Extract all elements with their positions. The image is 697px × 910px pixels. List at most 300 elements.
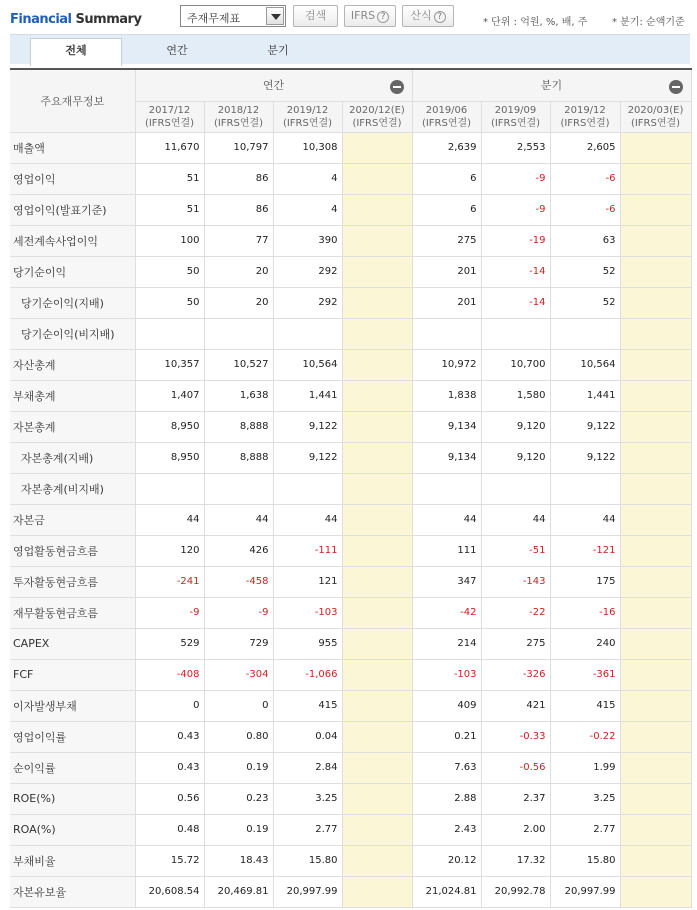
table-cell: 201 (412, 256, 481, 287)
table-row (10, 411, 691, 442)
table-cell: -1,066 (273, 659, 342, 690)
table-cell: 2.43 (412, 814, 481, 845)
table-cell: 4 (273, 194, 342, 225)
table-cell: 2.37 (481, 783, 550, 814)
table-cell: 0.43 (135, 752, 204, 783)
row-header-label: 주요재무정보 (10, 69, 135, 132)
table-cell: 2,553 (481, 132, 550, 163)
table-cell: 86 (204, 194, 273, 225)
row-label: 당기순이익(비지배) (10, 318, 135, 349)
table-cell (342, 876, 412, 907)
table-cell (620, 876, 691, 907)
table-row (10, 597, 691, 628)
period-date: 2019/06 (425, 104, 468, 116)
table-cell: 9,122 (273, 411, 342, 442)
table-cell: 426 (204, 535, 273, 566)
table-cell: 0.43 (135, 721, 204, 752)
table-cell: 51 (135, 194, 204, 225)
table-cell (342, 659, 412, 690)
table-row (10, 845, 691, 876)
table-cell: -9 (481, 194, 550, 225)
row-label[interactable]: FCF (10, 659, 135, 690)
table-cell (550, 318, 620, 349)
formula-label: 산식 (410, 9, 432, 22)
table-cell (620, 597, 691, 628)
period-basis: (IFRS연결) (352, 117, 402, 129)
table-cell: 120 (135, 535, 204, 566)
table-cell: 529 (135, 628, 204, 659)
table-row (10, 473, 691, 504)
table-cell: 10,797 (204, 132, 273, 163)
collapse-annual-icon[interactable] (390, 80, 404, 94)
table-row (10, 349, 691, 380)
table-cell: 8,950 (135, 442, 204, 473)
table-cell: 111 (412, 535, 481, 566)
table-cell (342, 349, 412, 380)
table-cell: -16 (550, 597, 620, 628)
table-row (10, 814, 691, 845)
table-cell (550, 473, 620, 504)
page-title (10, 12, 141, 27)
table-cell (342, 814, 412, 845)
table-cell: 10,700 (481, 349, 550, 380)
table-cell (342, 225, 412, 256)
table-cell: 2.84 (273, 752, 342, 783)
table-cell: -51 (481, 535, 550, 566)
table-cell: 20 (204, 256, 273, 287)
collapse-quarter-icon[interactable] (669, 80, 683, 94)
table-row (10, 318, 691, 349)
table-cell: -22 (481, 597, 550, 628)
table-cell (342, 473, 412, 504)
table-cell: 86 (204, 163, 273, 194)
financial-summary-table (10, 68, 692, 908)
table-cell: 201 (412, 287, 481, 318)
table-row (10, 132, 691, 163)
table-cell: 15.80 (550, 845, 620, 876)
table-cell (620, 473, 691, 504)
table-row (10, 783, 691, 814)
table-cell (342, 163, 412, 194)
table-cell (481, 318, 550, 349)
table-cell: 729 (204, 628, 273, 659)
period-date: 2018/12 (217, 104, 260, 116)
table-cell: -408 (135, 659, 204, 690)
table-cell: 2.88 (412, 783, 481, 814)
table-cell (342, 442, 412, 473)
table-cell: 9,122 (550, 442, 620, 473)
period-basis: (IFRS연결) (630, 117, 681, 129)
table-cell: 8,888 (204, 411, 273, 442)
table-cell (342, 194, 412, 225)
table-cell: 10,564 (550, 349, 620, 380)
period-header (273, 101, 342, 132)
table-cell (342, 566, 412, 597)
table-cell: 6 (412, 163, 481, 194)
table-cell: -103 (273, 597, 342, 628)
table-cell: 0.04 (273, 721, 342, 752)
table-cell: 9,120 (481, 442, 550, 473)
table-cell: -111 (273, 535, 342, 566)
table-cell: 409 (412, 690, 481, 721)
period-basis: (IFRS연결) (490, 117, 541, 129)
quarter-basis-note: * 분기: 순액기준 (612, 17, 685, 28)
table-cell: -9 (481, 163, 550, 194)
period-date: 2019/09 (494, 104, 537, 116)
table-cell: 77 (204, 225, 273, 256)
table-cell: -0.33 (481, 721, 550, 752)
period-date: 2017/12 (148, 104, 191, 116)
table-cell (620, 318, 691, 349)
search-button[interactable]: 검색 (293, 5, 338, 27)
table-cell: 10,357 (135, 349, 204, 380)
table-cell: 240 (550, 628, 620, 659)
row-label[interactable]: 부채총계 (10, 380, 135, 411)
table-cell: 15.80 (273, 845, 342, 876)
row-label[interactable]: 이자발생부채 (10, 690, 135, 721)
header-bar (0, 0, 697, 34)
table-cell: 955 (273, 628, 342, 659)
period-basis: (IFRS연결) (421, 117, 472, 129)
table-cell (620, 132, 691, 163)
table-cell: 9,134 (412, 442, 481, 473)
ifrs-help-button[interactable] (344, 5, 396, 27)
table-row (10, 287, 691, 318)
row-label[interactable]: 영업활동현금흐름 (10, 535, 135, 566)
period-header (620, 101, 691, 132)
table-cell: 52 (550, 256, 620, 287)
table-row (10, 442, 691, 473)
row-label[interactable]: 영업이익 (10, 163, 135, 194)
table-cell: 421 (481, 690, 550, 721)
table-cell (342, 287, 412, 318)
chevron-down-icon[interactable] (266, 7, 284, 25)
row-label[interactable]: ROA(%) (10, 814, 135, 845)
table-cell: -361 (550, 659, 620, 690)
table-cell: 347 (412, 566, 481, 597)
table-cell: 44 (204, 504, 273, 535)
table-cell: 7.63 (412, 752, 481, 783)
row-label[interactable]: CAPEX (10, 628, 135, 659)
table-cell: -19 (481, 225, 550, 256)
table-cell: 9,122 (273, 442, 342, 473)
period-basis: (IFRS연결) (560, 117, 610, 129)
table-row (10, 256, 691, 287)
table-cell: 17.32 (481, 845, 550, 876)
table-cell (412, 473, 481, 504)
table-cell: -241 (135, 566, 204, 597)
row-label[interactable]: ROE(%) (10, 783, 135, 814)
table-cell (620, 380, 691, 411)
table-row (10, 659, 691, 690)
tab-annual[interactable]: 연간 (166, 44, 188, 57)
table-cell (342, 256, 412, 287)
table-cell: 20.12 (412, 845, 481, 876)
table-cell: 10,527 (204, 349, 273, 380)
table-cell: 390 (273, 225, 342, 256)
table-cell (620, 163, 691, 194)
period-header (481, 101, 550, 132)
table-cell: 1,838 (412, 380, 481, 411)
title-summary: Summary (75, 12, 142, 27)
table-cell: 2.77 (273, 814, 342, 845)
unit-note: * 단위 : 억원, %, 배, 주 (483, 17, 588, 28)
table-cell: 50 (135, 256, 204, 287)
table-cell: 0.19 (204, 752, 273, 783)
table-cell (342, 752, 412, 783)
table-cell (620, 411, 691, 442)
table-cell: -458 (204, 566, 273, 597)
tab-quarter[interactable]: 분기 (267, 44, 289, 57)
table-cell (342, 690, 412, 721)
table-cell (620, 349, 691, 380)
table-cell (135, 473, 204, 504)
table-cell: -326 (481, 659, 550, 690)
table-cell: -9 (135, 597, 204, 628)
table-cell (342, 721, 412, 752)
period-date: 2020/12(E) (349, 104, 405, 116)
table-cell: 1,580 (481, 380, 550, 411)
annual-group-label: 연간 (262, 79, 285, 93)
table-cell (273, 318, 342, 349)
row-label[interactable]: 자본유보율 (10, 876, 135, 907)
table-cell: -9 (204, 597, 273, 628)
table-row (10, 566, 691, 597)
table-row (10, 535, 691, 566)
quarter-group-header (412, 69, 691, 101)
table-row (10, 163, 691, 194)
table-cell (620, 535, 691, 566)
table-cell: 0.19 (204, 814, 273, 845)
table-cell (620, 783, 691, 814)
table-cell: 275 (412, 225, 481, 256)
row-label: 자본총계(지배) (10, 442, 135, 473)
period-basis: (IFRS연결) (213, 117, 264, 129)
table-cell: 1,407 (135, 380, 204, 411)
table-cell: 2,639 (412, 132, 481, 163)
statement-select-value: 주재무제표 (187, 12, 241, 25)
ifrs-label: IFRS (350, 9, 376, 22)
row-label[interactable]: 순이익률 (10, 752, 135, 783)
table-cell: 415 (273, 690, 342, 721)
table-cell: 44 (273, 504, 342, 535)
table-cell (620, 442, 691, 473)
table-cell (620, 287, 691, 318)
table-cell (342, 132, 412, 163)
row-label[interactable]: 세전계속사업이익 (10, 225, 135, 256)
table-cell: 3.25 (550, 783, 620, 814)
table-cell: 10,308 (273, 132, 342, 163)
table-cell (481, 473, 550, 504)
table-cell: 2.77 (550, 814, 620, 845)
period-header (550, 101, 620, 132)
row-label[interactable]: 자본금 (10, 504, 135, 535)
table-cell: -14 (481, 256, 550, 287)
row-label[interactable]: 당기순이익 (10, 256, 135, 287)
table-cell: 0 (204, 690, 273, 721)
row-label[interactable]: 재무활동현금흐름 (10, 597, 135, 628)
quarter-group-label: 분기 (540, 79, 563, 93)
row-label[interactable]: 자산총계 (10, 349, 135, 380)
table-cell: 121 (273, 566, 342, 597)
table-cell: 20,469.81 (204, 876, 273, 907)
table-cell (620, 845, 691, 876)
table-cell (342, 597, 412, 628)
table-cell: 0.56 (135, 783, 204, 814)
table-cell: 292 (273, 287, 342, 318)
table-cell: 10,564 (273, 349, 342, 380)
table-cell: 9,122 (550, 411, 620, 442)
period-basis: (IFRS연결) (282, 117, 333, 129)
table-cell: 2.00 (481, 814, 550, 845)
table-row (10, 721, 691, 752)
period-date: 2019/12 (286, 104, 329, 116)
row-label[interactable]: 자본총계 (10, 411, 135, 442)
table-body (10, 132, 691, 907)
table-cell: -304 (204, 659, 273, 690)
table-cell (620, 256, 691, 287)
table-cell: 18.43 (204, 845, 273, 876)
table-cell: 0.21 (412, 721, 481, 752)
table-cell: 44 (135, 504, 204, 535)
row-label[interactable]: 부채비율 (10, 845, 135, 876)
table-cell (342, 628, 412, 659)
table-cell: 9,134 (412, 411, 481, 442)
table-cell: -143 (481, 566, 550, 597)
table-cell: 415 (550, 690, 620, 721)
table-cell: 292 (273, 256, 342, 287)
table-cell: 8,888 (204, 442, 273, 473)
table-cell: -6 (550, 194, 620, 225)
table-cell (342, 380, 412, 411)
table-cell: 0 (135, 690, 204, 721)
table-cell: 2,605 (550, 132, 620, 163)
title-financial: Financial (10, 12, 72, 27)
period-header (204, 101, 273, 132)
table-cell (620, 690, 691, 721)
table-cell (620, 504, 691, 535)
table-cell (342, 845, 412, 876)
help-icon: ? (434, 11, 446, 23)
table-cell: 20,992.78 (481, 876, 550, 907)
table-cell: -0.22 (550, 721, 620, 752)
table-row (10, 504, 691, 535)
table-cell: 20,997.99 (273, 876, 342, 907)
table-cell: 0.48 (135, 814, 204, 845)
row-label[interactable]: 매출액 (10, 132, 135, 163)
table-cell: 44 (481, 504, 550, 535)
table-cell: 0.80 (204, 721, 273, 752)
row-label[interactable]: 영업이익률 (10, 721, 135, 752)
table-cell: 51 (135, 163, 204, 194)
table-cell: -0.56 (481, 752, 550, 783)
table-cell: 63 (550, 225, 620, 256)
table-row (10, 225, 691, 256)
table-cell: 15.72 (135, 845, 204, 876)
table-cell: 275 (481, 628, 550, 659)
table-row (10, 628, 691, 659)
table-cell: 1,638 (204, 380, 273, 411)
table-cell (135, 318, 204, 349)
table-cell (620, 194, 691, 225)
table-cell (342, 535, 412, 566)
row-label: 자본총계(비지배) (10, 473, 135, 504)
table-cell (620, 814, 691, 845)
table-cell (620, 659, 691, 690)
formula-help-button[interactable] (402, 5, 454, 27)
table-cell: 21,024.81 (412, 876, 481, 907)
table-cell: 50 (135, 287, 204, 318)
table-cell: 1.99 (550, 752, 620, 783)
tab-all[interactable]: 전체 (30, 38, 122, 66)
table-cell (204, 318, 273, 349)
table-cell: -121 (550, 535, 620, 566)
row-label: 당기순이익(지배) (10, 287, 135, 318)
table-row (10, 752, 691, 783)
table-cell (620, 752, 691, 783)
table-cell: 100 (135, 225, 204, 256)
table-cell: -42 (412, 597, 481, 628)
table-cell: 44 (550, 504, 620, 535)
table-cell (273, 473, 342, 504)
table-cell: 20,608.54 (135, 876, 204, 907)
table-cell (620, 225, 691, 256)
table-cell (342, 411, 412, 442)
table-cell (620, 721, 691, 752)
table-cell: 9,120 (481, 411, 550, 442)
table-cell (342, 504, 412, 535)
table-cell: 175 (550, 566, 620, 597)
statement-select[interactable] (180, 5, 286, 27)
table-cell (412, 318, 481, 349)
help-icon: ? (377, 11, 389, 23)
period-header (342, 101, 412, 132)
table-cell: 8,950 (135, 411, 204, 442)
table-cell: -6 (550, 163, 620, 194)
period-date: 2019/12 (564, 104, 606, 116)
table-cell: 1,441 (273, 380, 342, 411)
period-date: 2020/03(E) (627, 104, 684, 116)
table-cell: 3.25 (273, 783, 342, 814)
table-cell: 6 (412, 194, 481, 225)
table-cell (342, 318, 412, 349)
table-row (10, 380, 691, 411)
table-cell: 10,972 (412, 349, 481, 380)
table-cell (620, 628, 691, 659)
table-cell: 0.23 (204, 783, 273, 814)
period-header (412, 101, 481, 132)
table-cell: 4 (273, 163, 342, 194)
table-row (10, 690, 691, 721)
row-label[interactable]: 투자활동현금흐름 (10, 566, 135, 597)
tab-bar (10, 34, 690, 64)
table-cell (620, 566, 691, 597)
annual-group-header (135, 69, 412, 101)
table-cell: -103 (412, 659, 481, 690)
table-cell: 20 (204, 287, 273, 318)
table-cell: 44 (412, 504, 481, 535)
table-cell: 52 (550, 287, 620, 318)
row-label[interactable]: 영업이익(발표기준) (10, 194, 135, 225)
table-cell: 214 (412, 628, 481, 659)
table-row (10, 194, 691, 225)
table-cell (204, 473, 273, 504)
table-cell: 20,997.99 (550, 876, 620, 907)
period-header (135, 101, 204, 132)
period-basis: (IFRS연결) (144, 117, 195, 129)
table-cell (342, 783, 412, 814)
table-cell: 11,670 (135, 132, 204, 163)
